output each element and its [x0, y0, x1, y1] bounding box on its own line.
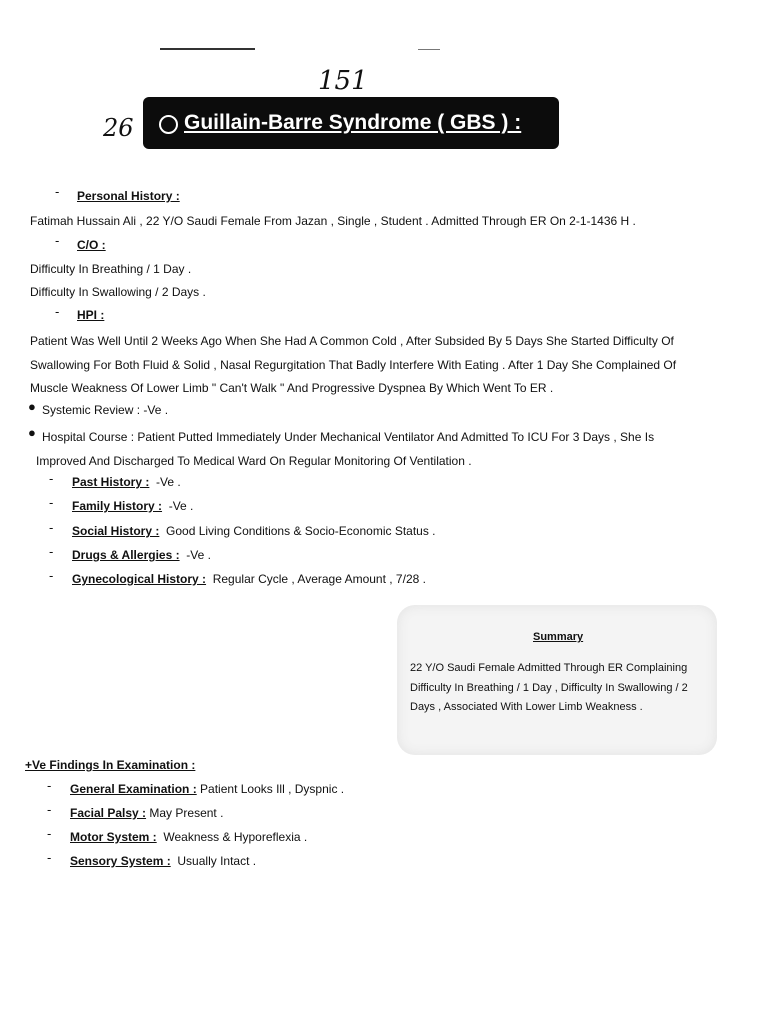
dash-marker: -: [47, 802, 52, 817]
exam-label: Facial Palsy :: [70, 806, 147, 820]
summary-line: Days , Associated With Lower Limb Weakness .: [410, 701, 643, 713]
dash-marker: -: [49, 471, 54, 486]
dash-marker: -: [49, 568, 54, 583]
bullet-icon: ●: [28, 425, 36, 440]
circle-icon: [159, 115, 178, 134]
dash-marker: -: [55, 304, 60, 319]
summary-line: Difficulty In Breathing / 1 Day , Difficulty In Swallowing / 2: [410, 682, 688, 694]
dash-marker: -: [49, 495, 54, 510]
exam-label: Sensory System :: [70, 854, 171, 868]
examination-heading: +Ve Findings In Examination :: [25, 758, 196, 772]
personal-history-label: Personal History :: [77, 189, 180, 203]
dash-marker: -: [55, 184, 60, 199]
complaint-item: Difficulty In Swallowing / 2 Days .: [30, 285, 206, 299]
history-label: Family History :: [72, 499, 163, 513]
personal-history-text: Fatimah Hussain Ali , 22 Y/O Saudi Female From Jazan , Single , Student . Admitted Through ER On 2-1-1436 H .: [30, 214, 636, 228]
history-value: -Ve .: [156, 475, 181, 489]
hpi-line: Muscle Weakness Of Lower Limb " Can't Walk " And Progressive Dyspnea By Which Went To ER .: [30, 381, 554, 395]
exam-item: [70, 806, 223, 820]
hpi-label: HPI :: [77, 308, 105, 322]
history-item: [72, 572, 426, 586]
exam-value: May Present .: [149, 806, 224, 820]
complaints-label: C/O :: [77, 238, 106, 252]
exam-item: [70, 830, 307, 844]
hpi-line: Patient Was Well Until 2 Weeks Ago When She Had A Common Cold , After Subsided By 5 Days She Started Difficulty Of: [30, 334, 674, 348]
exam-value: Patient Looks Ill , Dyspnic .: [200, 782, 345, 796]
summary-title: Summary: [533, 631, 584, 643]
scan-artifact-line: [418, 49, 440, 50]
exam-item: [70, 782, 344, 796]
dash-marker: -: [47, 778, 52, 793]
history-value: -Ve .: [186, 548, 211, 562]
history-label: Gynecological History :: [72, 572, 207, 586]
scan-artifact-line: [160, 48, 255, 50]
history-value: Good Living Conditions & Socio-Economic Status .: [166, 524, 436, 538]
hpi-line: Swallowing For Both Fluid & Solid , Nasal Regurgitation That Badly Interfere With Eating . After 1 Day She Complained Of: [30, 358, 677, 372]
exam-label: General Examination :: [70, 782, 197, 796]
history-value: -Ve .: [168, 499, 194, 513]
history-item: [72, 475, 181, 489]
exam-value: Weakness & Hyporeflexia .: [163, 830, 308, 844]
page-title: Guillain-Barre Syndrome ( GBS ) :: [184, 111, 522, 134]
dash-marker: -: [55, 233, 60, 248]
exam-item: [70, 854, 256, 868]
history-label: Drugs & Allergies :: [72, 548, 180, 562]
exam-value: Usually Intact .: [177, 854, 257, 868]
history-label: Past History :: [72, 475, 150, 489]
history-item: [72, 548, 211, 562]
complaint-item: Difficulty In Breathing / 1 Day .: [30, 262, 192, 276]
item-number: 26: [103, 114, 134, 142]
hospital-course-line: Improved And Discharged To Medical Ward On Regular Monitoring Of Ventilation .: [36, 454, 472, 468]
history-item: [72, 524, 436, 538]
summary-line: 22 Y/O Saudi Female Admitted Through ER Complaining: [410, 662, 688, 674]
dash-marker: -: [49, 520, 54, 535]
dash-marker: -: [49, 544, 54, 559]
history-value: Regular Cycle , Average Amount , 7/28 .: [212, 572, 426, 586]
dash-marker: -: [47, 850, 52, 865]
exam-label: Motor System :: [70, 830, 157, 844]
history-item: [72, 499, 193, 513]
history-label: Social History :: [72, 524, 160, 538]
bullet-icon: ●: [28, 399, 36, 414]
systemic-review: Systemic Review : -Ve .: [42, 403, 169, 417]
summary-box: [397, 605, 717, 755]
title-banner: [143, 97, 559, 149]
page-number: 151: [318, 66, 368, 96]
dash-marker: -: [47, 826, 52, 841]
hospital-course-line: Hospital Course : Patient Putted Immediately Under Mechanical Ventilator And Admitted To ICU For 3 Days , She Is: [42, 430, 655, 444]
